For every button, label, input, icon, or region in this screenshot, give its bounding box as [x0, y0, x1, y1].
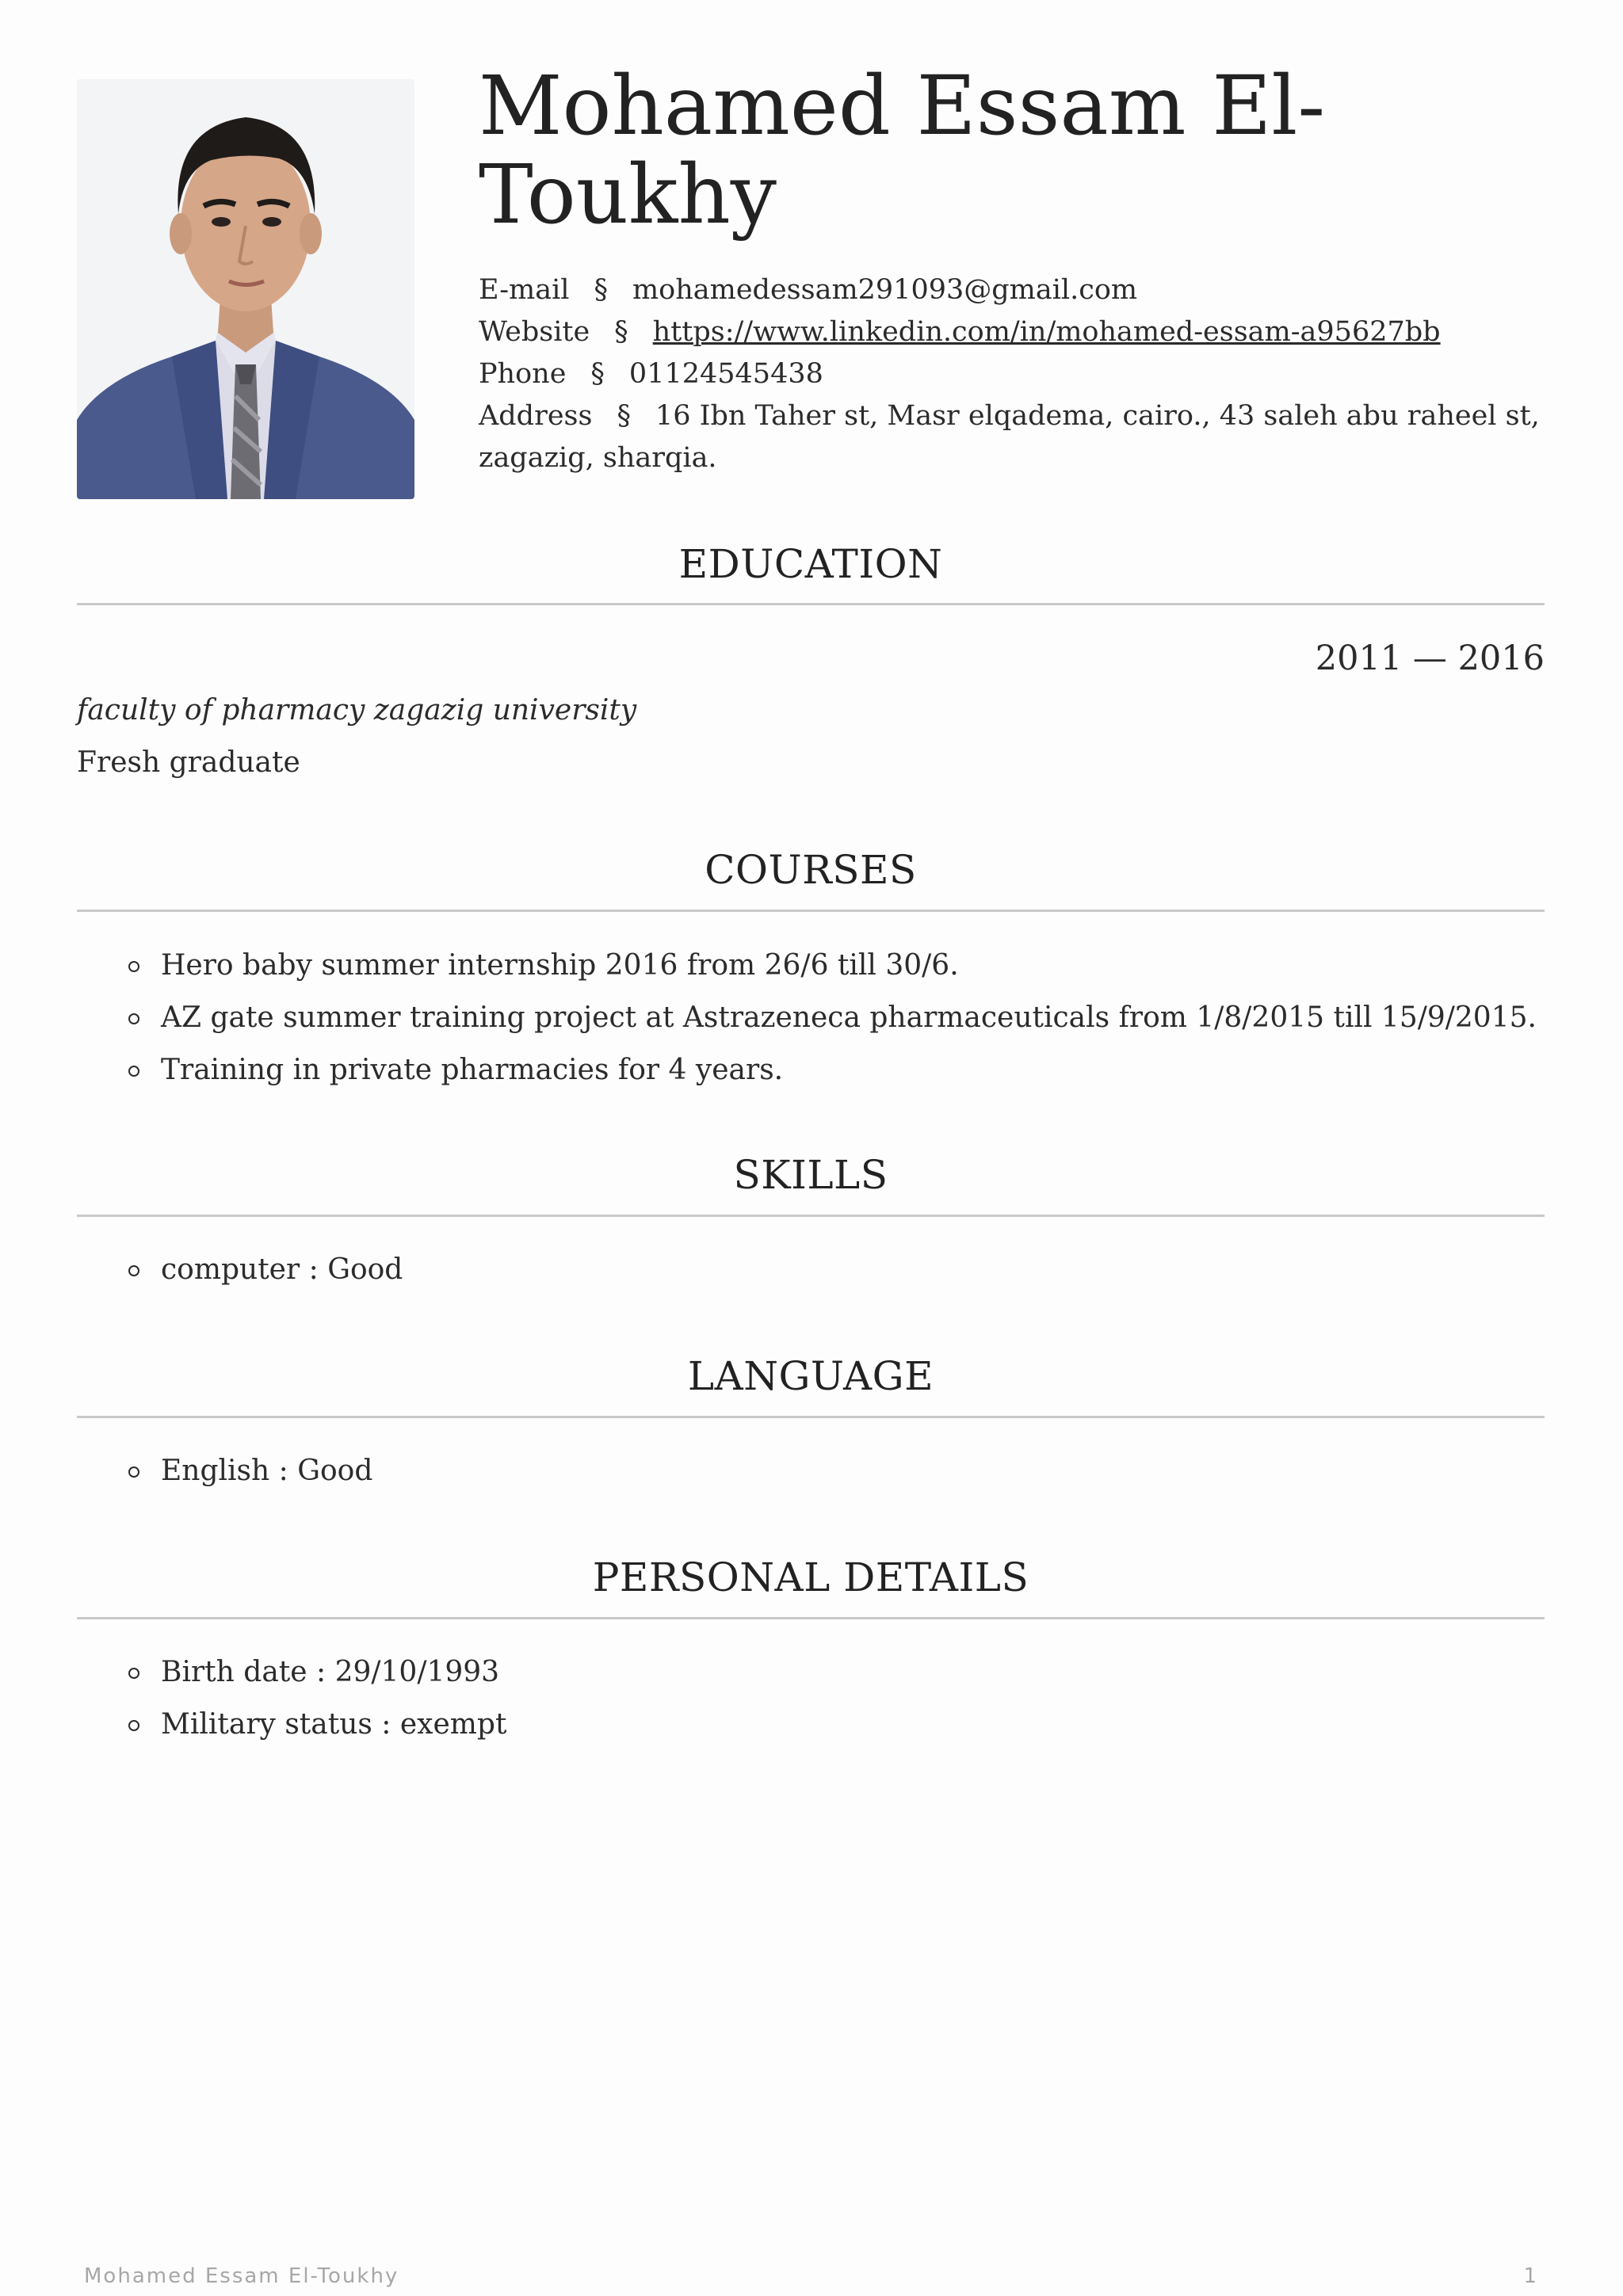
contact-website-row [479, 311, 1564, 353]
contact-label: Website [479, 316, 590, 348]
section-sign-icon: § [590, 358, 605, 390]
footer-name: Mohamed Essam El-Toukhy [84, 2264, 399, 2288]
circle-bullet-icon [128, 1466, 139, 1478]
language-list [77, 1445, 1545, 1497]
section-divider [77, 1617, 1545, 1619]
circle-bullet-icon [128, 1668, 139, 1679]
education-years: 2011 — 2016 [1315, 639, 1545, 678]
candidate-name: Mohamed Essam El-Toukhy [479, 59, 1326, 242]
skills-heading: SKILLS [733, 1152, 888, 1198]
address-value: 16 Ibn Taher st, Masr elqadema, cairo., 43 saleh abu raheel st, zagazig, sharqia. [479, 400, 1540, 474]
website-link[interactable]: https://www.linkedin.com/in/mohamed-essam-a95627bb [652, 316, 1441, 348]
list-item [77, 1699, 1545, 1751]
courses-heading: COURSES [705, 847, 917, 893]
circle-bullet-icon [128, 1720, 139, 1731]
skills-list [77, 1244, 1545, 1296]
courses-list [77, 940, 1545, 1097]
contact-label: Address [479, 400, 593, 432]
section-divider [77, 603, 1545, 605]
circle-bullet-icon [128, 961, 139, 972]
list-item [77, 1244, 1545, 1296]
list-item-text: Military status : exempt [161, 1708, 507, 1741]
section-divider [77, 1416, 1545, 1418]
circle-bullet-icon [128, 1013, 139, 1024]
circle-bullet-icon [128, 1265, 139, 1276]
section-sign-icon: § [617, 400, 631, 432]
list-item [77, 992, 1545, 1044]
page-number: 1 [1523, 2264, 1537, 2288]
list-item-text: AZ gate summer training project at Astrazeneca pharmaceuticals from 1/8/2015 till 15/9/2015. [161, 1001, 1537, 1034]
section-divider [77, 1215, 1545, 1217]
personal-details-list [77, 1646, 1545, 1751]
education-school: faculty of pharmacy zagazig university [77, 694, 637, 727]
section-divider [77, 910, 1545, 912]
list-item-text: computer : Good [161, 1253, 403, 1286]
contact-phone-row [479, 353, 1564, 395]
circle-bullet-icon [128, 1066, 139, 1077]
language-heading: LANGUAGE [687, 1353, 934, 1399]
contact-details [479, 269, 1564, 479]
list-item-text: Birth date : 29/10/1993 [161, 1656, 500, 1688]
profile-photo [77, 79, 414, 499]
phone-value: 01124545438 [628, 358, 823, 390]
list-item-text: English : Good [161, 1455, 373, 1487]
contact-address-row [479, 395, 1564, 479]
list-item [77, 1445, 1545, 1497]
list-item [77, 1646, 1545, 1699]
list-item-text: Hero baby summer internship 2016 from 26/6 till 30/6. [161, 949, 959, 982]
list-item-text: Training in private pharmacies for 4 years. [161, 1054, 784, 1086]
education-status: Fresh graduate [77, 746, 300, 779]
section-sign-icon: § [594, 274, 608, 306]
education-heading: EDUCATION [678, 541, 943, 587]
contact-label: E-mail [479, 274, 570, 306]
contact-email-row [479, 269, 1564, 311]
personal-details-heading: PERSONAL DETAILS [592, 1554, 1029, 1600]
list-item [77, 1044, 1545, 1097]
list-item [77, 940, 1545, 992]
section-sign-icon: § [614, 316, 628, 348]
email-value[interactable]: mohamedessam291093@gmail.com [632, 274, 1138, 306]
contact-label: Phone [479, 358, 567, 390]
